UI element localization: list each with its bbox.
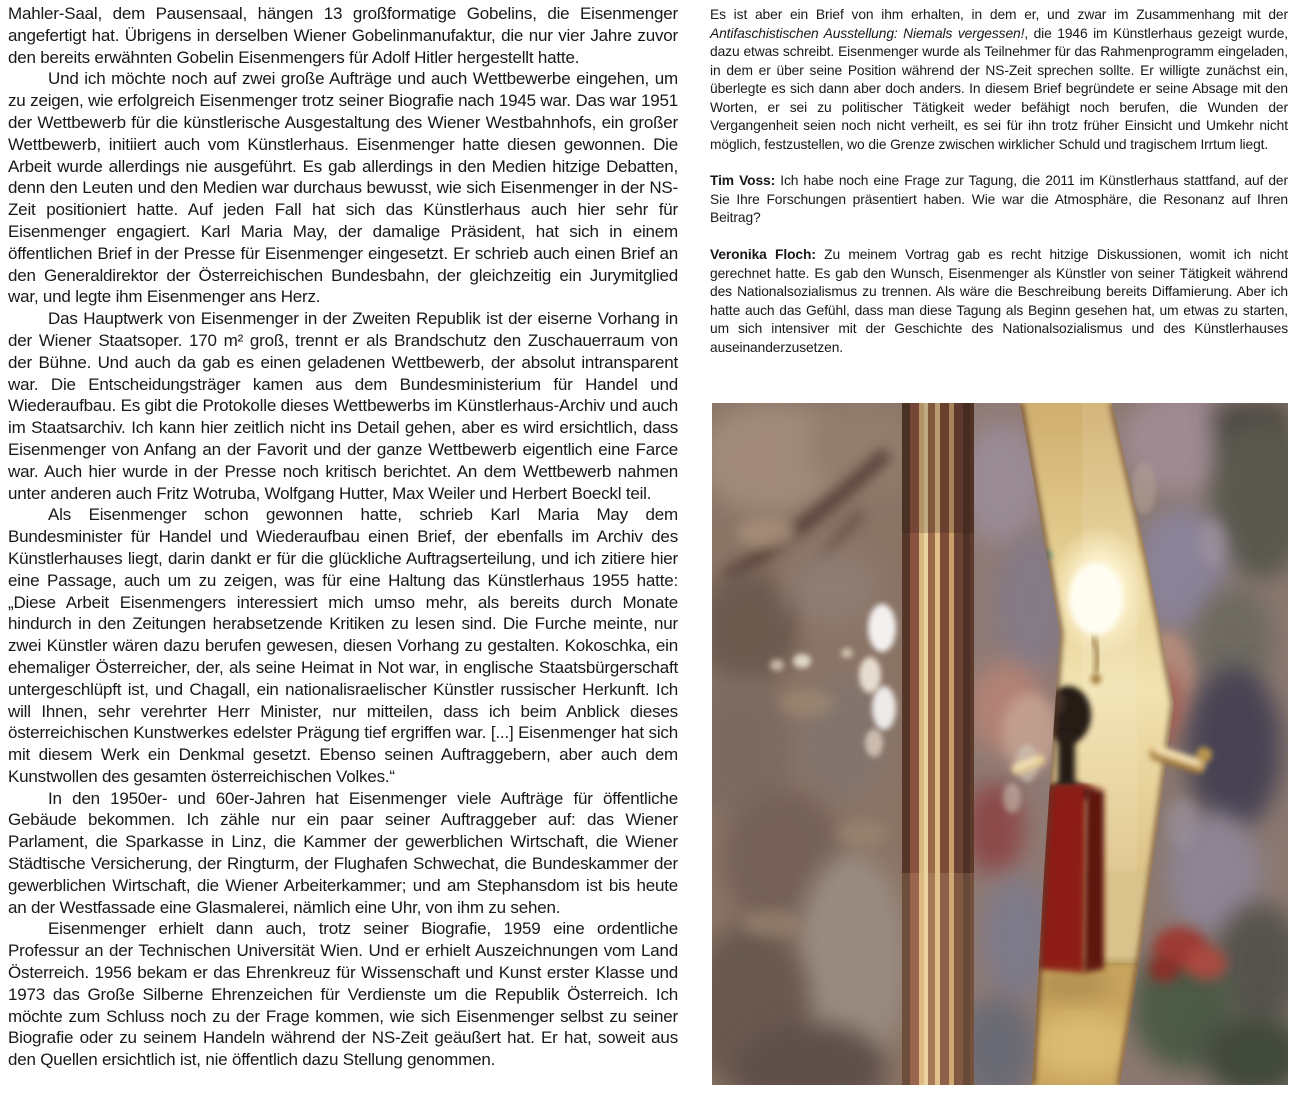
exhibition-title-italic: Antifaschistischen Ausstellung: Niemals vergessen! [710,25,1025,41]
glass-reflection [868,604,896,652]
left-tapestry-panel [712,403,917,1085]
speaker-name: Veronika Floch: [710,247,816,263]
tapestry-door-photo [712,403,1288,1085]
wall-lamp [1069,563,1123,635]
text-run: Eisenmenger erhielt dann auch, trotz seiner Biografie, 1959 eine ordentliche Professur an der Technischen Universität Wien. Und er erhielt Auszeichnungen vom Land Österreich. 1956 bekam er das Ehrenkreuz für Wissenschaft und Kunst erster Klasse und 1973 das Große Silberne Ehrenzeichen für Verdienste um die Republik Österreich. Ich möchte zum Schluss noch zu der Frage kommen, wie sich Eisenmenger selbst zu seiner Biografie oder zu seinem Handeln während der NS-Zeit geäußert hat. Er hat, soweit aus den Quellen ersichtlich ist, nie öffentlich dazu Stellung genommen. [8,919,678,1070]
paragraph [710,246,1288,357]
text-run: Zu meinem Vortrag gab es recht hitzige Diskussionen, womit ich nicht gerechnet hatte. Es gab den Wunsch, Eisenmenger als Künstler von seiner Tätigkeit während des Nationalsozialismus zu trennen. Als wäre die Beschreibung bereits Diffamierung. Aber ich hatte auch das Gefühl, dass man diese Tagung als Beginn gesehen hat, um etwas zu starten, um sich intensiver mit der Geschichte des Nationalsozialismus und des Künstlerhauses auseinanderzusetzen. [710,247,1288,355]
text-run: Das Hauptwerk von Eisenmenger in der Zweiten Republik ist der eiserne Vorhang in der Wiener Staatsoper. 170 m² groß, trennt er als Brandschutz den Zuschauerraum von der Bühne. Und auch da gab es einen geladenen Wettbewerb, der absolut intransparent war. Die Entscheidungsträger kamen aus dem Bundesministerium für Handel und Wiederaufbau. Es gibt die Protokolle dieses Wettbewerbs im Künstlerhaus-Archiv und auch im Staatsarchiv. Ich kann hier zeitlich nicht ins Detail gehen, aber es wird ersichtlich, dass Eisenmenger von Anfang an der Favorit und der ganze Wettbewerb eigentlich eine Farce war. Auch hier wurde in der Presse noch kritisch berichtet. An dem Wettbewerb nahmen unter anderen auch Fritz Wotruba, Wolfgang Hutter, Max Weiler und Herbert Boeckl teil. [8,309,678,503]
text-run: Ich habe noch eine Frage zur Tagung, die 2011 im Künstlerhaus stattfand, auf der Sie Ihre Forschungen präsentiert haben. Wie war die Atmosphäre, die Resonanz auf Ihren Beitrag? [710,173,1288,226]
text-run: Und ich möchte noch auf zwei große Aufträge und auch Wettbewerbe eingehen, um zu zeigen, wie erfolgreich Eisenmenger trotz seiner Biografie nach 1945 war. Das war 1951 der Wettbewerb für die künstlerische Ausgestaltung des Wiener Westbahnhofs, ein großer Wettbewerb, initiiert auch vom Künstlerhaus. Eisenmenger hatte diesen gewonnen. Die Arbeit wurde allerdings nie ausgeführt. Es gab allerdings in den Medien hitzige Debatten, denn den Leuten und den Medien war durchaus bewusst, wie sich Eisenmenger in der NS-Zeit positioniert hatte. Auf jeden Fall hat sich das Künstlerhaus auch hier sehr für Eisenmenger engagiert. Karl Maria May, der damalige Präsident, hat sich in einem öffentlichen Brief in der Presse für Eisenmenger eingesetzt. Er schrieb auch einen Brief an den Generaldirektor der Österreichischen Bundesbahn, der gleichzeitig ein Jurymitglied war, und legte ihm Eisenmenger ans Herz. [8,69,678,307]
paragraph [8,918,678,1071]
paragraph [710,6,1288,154]
text-column-left [8,3,678,1071]
paragraph [8,3,678,68]
paragraph [710,172,1288,228]
paragraph [8,308,678,504]
text-run: Es ist aber ein Brief von ihm erhalten, in dem er, und zwar im Zusammenhang mit der [710,7,1288,22]
text-run: , die 1946 im Künstlerhaus gezeigt wurde, dazu etwas schreibt. Eisenmenger wurde als Teilnehmer für das Rahmenprogramm eingeladen, in dem er über seine Position während der NS-Zeit sprechen sollte. Er willigte zunächst ein, überlegte es sich dann aber doch anders. In diesem Brief begründete er seine Absage mit den Worten, er sei zu politischer Tätigkeit weder befähigt noch berufen, die Wunden der Vergangenheit seien noch nicht verheilt, es sei für ihn trotz früher Einsicht und Umkehr nicht möglich, festzustellen, wo die Grenze zwischen wirklicher Schuld und tragischem Irrtum liegt. [710,25,1288,152]
text-column-right [710,6,1288,375]
paragraph [8,68,678,308]
speaker-name: Tim Voss: [710,173,776,189]
wood-frame-pilaster [902,403,974,1085]
paragraph [8,504,678,787]
tapestry-door-photo-svg [712,403,1288,1085]
text-run: In den 1950er- und 60er-Jahren hat Eisenmenger viele Aufträge für öffentliche Gebäude bekommen. Ich zähle nur ein paar seiner Auftraggeber auf: das Wiener Parlament, die Sparkasse in Linz, die Kammer der gewerblichen Wirtschaft, die Wiener Städtische Versicherung, der Ringturm, der Flughafen Schwechat, die Bundeskammer der gewerblichen Wirtschaft, die Wiener Arbeiterkammer; und am Stephansdom ist bis heute an der Westfassade eine Glasmalerei, nämlich eine Uhr, von ihm zu sehen. [8,788,678,917]
paragraph [8,788,678,919]
text-run: Als Eisenmenger schon gewonnen hatte, schrieb Karl Maria May dem Bundesminister für Handel und Wiederaufbau einen Brief, der ebenfalls im Archiv des Künstlerhauses liegt, darin dankt er für die glückliche Auftragserteilung, und ich zitiere hier eine Passage, auch um zu zeigen, was für eine Haltung das Künstlerhaus 1955 hatte: „Diese Arbeit Eisenmengers interessiert mich umso mehr, als bereits durch Monate hindurch in den Zeitungen herabsetzende Kritiken zu lesen sind. Die Furche meinte, nur zwei Künstler wären dazu berufen gewesen, diesen Vorhang zu gestalten. Kokoschka, ein ehemaliger Österreicher, der, als seine Heimat in Not war, in englische Staatsbürgerschaft untergeschlüpft ist, und Chagall, ein nationalisraelischer Künstler russischer Herkunft. Ich will Ihnen, sehr verehrter Herr Minister, nur mitteilen, dass ich beim Anblick dieses österreichischen Kunstwerkes edelster Prägung tief ergriffen war. [...] Eisenmenger hat sich mit diesem Werk ein Denkmal gesetzt. Ebenso seinen Auftraggebern, aber auch dem Kunstwollen des gesamten österreichischen Volkes.“ [8,505,678,786]
text-run: Mahler-Saal, dem Pausensaal, hängen 13 großformatige Gobelins, die Eisenmenger angefertigt hat. Übrigens in derselben Wiener Gobelinmanufaktur, die nur vier Jahre zuvor den bereits erwähnten Gobelin Eisenmengers für Adolf Hitler hergestellt hatte. [8,4,678,67]
